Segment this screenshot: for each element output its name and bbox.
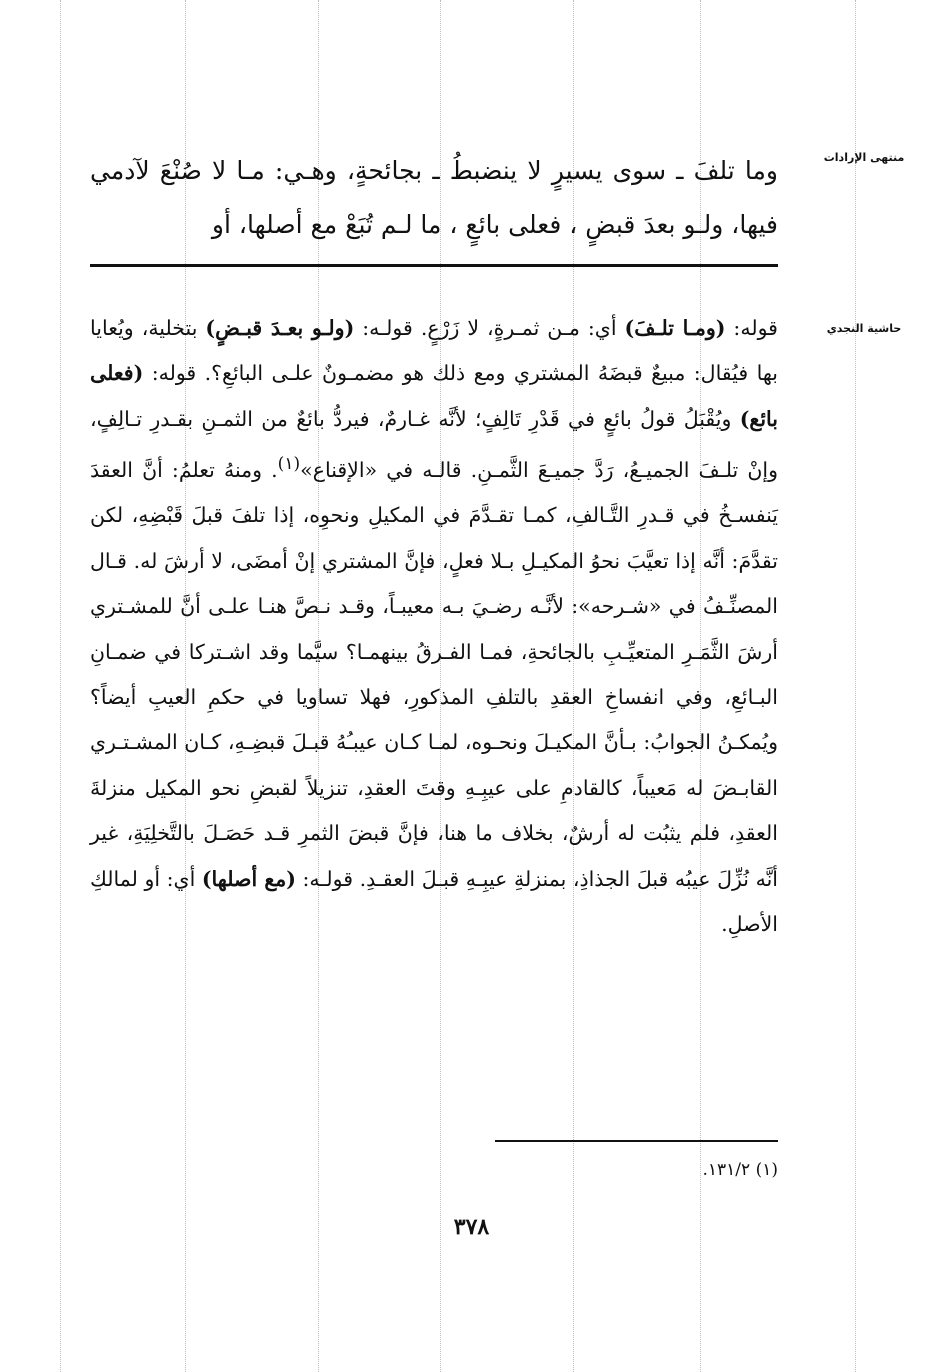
footnote: (١) ١٣١/٢. xyxy=(702,1160,778,1180)
quote-1: (ومـا تلـفَ) xyxy=(624,316,726,340)
scan-line xyxy=(60,0,61,1372)
commentary-part-2: بتخلية، ويُعايا بها فيُقال: مبيعٌ قبضَهُ المشتري ومع ذلك هو مضمـونٌ علـى البائعِ؟. قوله: xyxy=(90,316,778,386)
footnote-divider xyxy=(495,1140,778,1142)
scan-line xyxy=(855,0,856,1372)
main-text: وما تلفَ ـ سوى يسيرٍ لا ينضبطُ ـ بجائحةٍ، وهـي: مـا لا صُنْعَ لآدمي فيها، ولـو بعدَ قبضٍ ، فعلى بائعٍ ، ما لـم تُبَعْ مع أصلها، أو xyxy=(90,156,778,239)
page-number: ٣٧٨ xyxy=(453,1214,490,1240)
quote-2: (ولـو بعـدَ قبـضٍ) xyxy=(205,316,355,340)
commentary-intro: قوله: xyxy=(725,316,778,340)
commentary-part-5: أي: أو لمالكِ الأصلِ. xyxy=(90,866,778,937)
commentary-part-1: أي: مـن ثمـرةٍ، لا زَرْعٍ. قولـه: xyxy=(354,316,625,340)
commentary-text xyxy=(90,306,778,948)
main-divider xyxy=(90,264,778,267)
quote-3: (فعلى بائع) xyxy=(90,361,778,431)
commentary-part-4: . ومنهُ تعلمُ: أنَّ العقدَ يَنفسـخُ في قـدرِ التَّـالفِ، كمـا تقـدَّمَ في المكيلِ ونحوِه، إذا تلفَ قبلَ قَبْضِهِ، لكن تقدَّمَ: أنَّه إذا تعيَّبَ نحوُ المكيـلِ بـلا فعلٍ، فإنَّ المشتري إنْ أمضَى، لا أرشَ له. قـال المصنِّـفُ في «شـرحه»: لأنَّـه رضـيَ بـه معيبـاً، وقـد نـصَّ هنـا علـى أنَّ للمشـتري أرشَ الثَّمَـرِ المتعيِّـبِ بالجائحةِ، فمـا الفـرقُ بينهمـا؟ سيَّما وقد اشـتركا في ضمـانِ البـائعِ، وفي انفساخِ العقدِ بالتلفِ المذكورِ، فهلا تساويا في حكمِ العيبِ أيضاً؟ ويُمكـنُ الجوابُ: بـأنَّ المكيـلَ ونحـوه، لمـا كـان عيبـُهُ قبـلَ قبضِـهِ، كـان المشـتـري القابـضَ له مَعيباً، كالقادمِ على عيبِـهِ وقتَ العقدِ، تنزيلاً لقبضِ نحو المكيل منزلةَ العقدِ، فلم يثبُت له أرشٌ، بخلاف ما هنا، فإنَّ قبضَ الثمرِ قـد حَصَـلَ بالتَّخلِيَةِ، غير أنَّه نُزِّلَ عيبُه قبلَ الجذاذِ، بمنزلةِ عيبِـهِ قبـلَ العقـدِ. قولـه: xyxy=(90,458,778,891)
side-label-main: منتهى الإرادات xyxy=(823,151,905,164)
commentary-part-3: ويُقْبَلُ قولُ بائعٍ في قَدْرِ تَالِفٍ؛ لأنَّه غـارمٌ، فيردُّ بائعٌ من الثمـنِ بقـدرِ تـالِفٍ، وإنْ تلـفَ الجميـعُ، رَدَّ جميـعَ الثَّمـنِ. قالـه في «الإقناع» xyxy=(90,406,778,483)
side-label-commentary: حاشية النجدي xyxy=(826,322,902,335)
footnote-ref: (١) xyxy=(277,454,301,475)
quote-4: (مع أصلها) xyxy=(201,866,296,891)
